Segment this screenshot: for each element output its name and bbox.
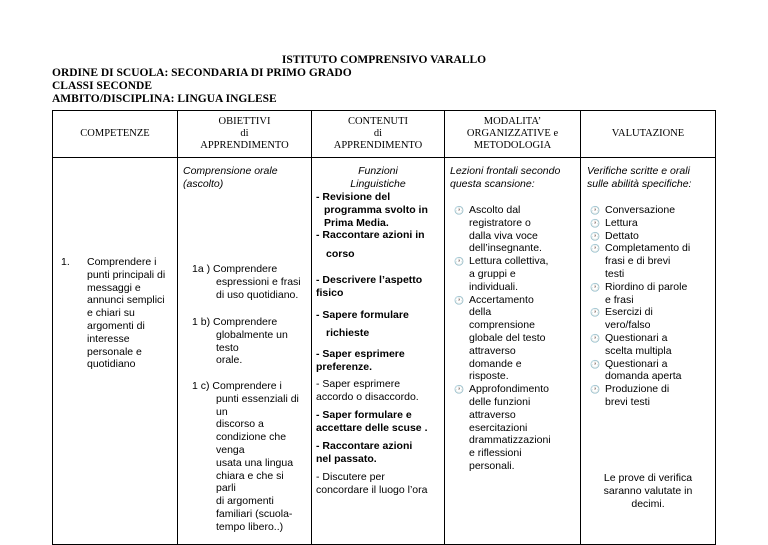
clock-icon: 🕐 — [590, 282, 600, 292]
table-body-row — [53, 158, 716, 545]
col-header-modalita: MODALITA’ ORGANIZZATIVE e METODOLOGIA — [445, 111, 581, 158]
content-formulare: - Sapere formulare — [316, 309, 409, 321]
valutazione-intro: Verifiche scritte e orali sulle abilità specifiche: — [587, 165, 692, 190]
list-item: 🕐 Accertamento della comprensione globale del testo attraverso domande e risposte. — [454, 293, 546, 383]
table-header-row — [53, 111, 716, 158]
clock-icon: 🕐 — [590, 385, 600, 395]
content-discutere: - Discutere per concordare il luogo l’ora — [316, 471, 428, 496]
list-item: 🕐 Completamento di frasi e di brevi testi — [590, 242, 691, 280]
clock-icon: 🕐 — [454, 295, 464, 305]
list-item: 🕐 Lettura collettiva, a gruppi e individuali. — [454, 255, 549, 293]
col-header-contenuti: CONTENUTI di APPRENDIMENTO — [312, 111, 445, 158]
competence-text: Comprendere i punti principali di messaggi e annunci semplici e chiari su argomenti di interesse personale e quotidiano — [87, 256, 166, 371]
list-item: 🕐 Ascolto dal registratore o dalla viva voce dell’insegnante. — [454, 204, 542, 255]
school-order: ORDINE DI SCUOLA: SECONDARIA DI PRIMO GRADO — [52, 67, 352, 79]
contenuti-heading: Funzioni Linguistiche — [350, 165, 406, 190]
list-item: 🕐 Lettura — [590, 216, 638, 229]
clock-icon: 🕐 — [454, 385, 464, 395]
col-header-obiettivi: OBIETTIVI di APPRENDIMENTO — [178, 111, 312, 158]
obiettivi-heading: Comprensione orale (ascolto) — [183, 165, 278, 190]
objective-1b: 1 b) Comprendere globalmente un testo orale. — [192, 316, 288, 367]
valutazione-note: Le prove di verifica saranno valutate in decimi. — [603, 472, 693, 510]
clock-icon: 🕐 — [590, 333, 600, 343]
subject: AMBITO/DISCIPLINA: LINGUA INGLESE — [52, 93, 277, 105]
clock-icon: 🕐 — [590, 206, 600, 215]
list-item: 🕐 Riordino di parole e frasi — [590, 280, 688, 306]
school-name: ISTITUTO COMPRENSIVO VARALLO — [281, 54, 487, 66]
competence-number: 1. — [61, 256, 70, 268]
content-preferenze: - Saper esprimere preferenze. — [316, 348, 405, 373]
content-raccontare-corso: - Raccontare azioni in — [316, 229, 425, 241]
list-item: 🕐 Conversazione — [590, 204, 676, 216]
content-richieste: richieste — [326, 327, 370, 339]
list-item: 🕐 Questionari a domanda aperta — [590, 357, 682, 383]
clock-icon: 🕐 — [590, 244, 600, 254]
clock-icon: 🕐 — [454, 257, 464, 267]
content-scuse: - Saper formulare e accettare delle scuse . — [316, 409, 428, 434]
modalita-intro: Lezioni frontali secondo questa scansione: — [450, 165, 561, 190]
valutazione-list — [581, 204, 715, 409]
col-header-competenze: COMPETENZE — [53, 111, 178, 158]
classes: CLASSI SECONDE — [52, 80, 153, 92]
list-item: 🕐 Dettato — [590, 229, 639, 242]
obiettivi-cell — [178, 158, 312, 545]
clock-icon: 🕐 — [590, 308, 600, 318]
content-passato: - Raccontare azioni nel passato. — [316, 440, 413, 465]
list-item: 🕐 Esercizi di vero/falso — [590, 306, 653, 332]
clock-icon: 🕐 — [454, 206, 464, 215]
objective-1c: 1 c) Comprendere i punti essenziali di un discorso a condizione che venga usata una lingua chiara e che si parli di argomenti familiari (scuola- tempo libero..) — [192, 380, 299, 533]
col-header-valutazione: VALUTAZIONE — [581, 111, 716, 158]
modalita-list — [445, 204, 575, 473]
valutazione-cell — [581, 158, 716, 545]
content-descrivere: - Descrivere l’aspetto fisico — [316, 274, 423, 299]
content-corso: corso — [326, 248, 355, 260]
list-item: 🕐 Approfondimento delle funzioni attraverso esercitazioni drammatizzazioni e riflessioni personali. — [454, 383, 551, 472]
curriculum-table — [52, 110, 716, 545]
clock-icon: 🕐 — [590, 231, 600, 241]
contenuti-cell — [312, 158, 445, 545]
content-accordo: - Saper esprimere accordo o disaccordo. — [316, 378, 419, 403]
clock-icon: 🕐 — [590, 359, 600, 369]
clock-icon: 🕐 — [590, 218, 600, 228]
objective-1a: 1a ) Comprendere espressioni e frasi di uso quotidiano. — [192, 263, 301, 301]
modalita-cell — [445, 158, 581, 545]
list-item: 🕐 Produzione di brevi testi — [590, 383, 670, 408]
list-item: 🕐 Questionari a scelta multipla — [590, 331, 672, 357]
competenze-cell — [53, 158, 178, 545]
content-revisione: - Revisione del programma svolto in Prima Media. — [316, 191, 428, 229]
